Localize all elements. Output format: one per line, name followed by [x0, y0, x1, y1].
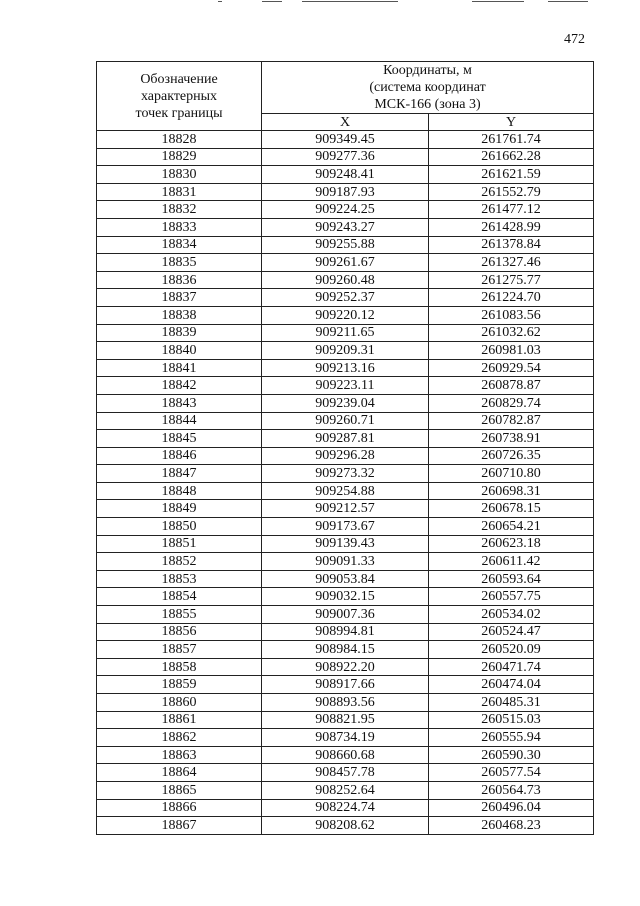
table-row — [97, 289, 594, 307]
x-coordinate-cell: 908734.19 — [262, 729, 429, 747]
y-column-header: Y — [429, 114, 594, 131]
table-row — [97, 694, 594, 712]
point-id-cell: 18845 — [97, 430, 262, 448]
table-row — [97, 500, 594, 518]
x-coordinate-cell: 908660.68 — [262, 746, 429, 764]
y-coordinate-cell: 260496.04 — [429, 799, 594, 817]
table-row — [97, 518, 594, 536]
table-row — [97, 271, 594, 289]
y-coordinate-cell: 260471.74 — [429, 658, 594, 676]
y-coordinate-cell: 260710.80 — [429, 465, 594, 483]
x-coordinate-cell: 908922.20 — [262, 658, 429, 676]
table-row — [97, 711, 594, 729]
y-coordinate-cell: 260698.31 — [429, 482, 594, 500]
x-coordinate-cell: 908457.78 — [262, 764, 429, 782]
point-id-cell: 18837 — [97, 289, 262, 307]
page-number: 472 — [564, 32, 585, 47]
table-row — [97, 570, 594, 588]
x-coordinate-cell: 908984.15 — [262, 641, 429, 659]
y-coordinate-cell: 260515.03 — [429, 711, 594, 729]
y-coordinate-cell: 260738.91 — [429, 430, 594, 448]
table-row — [97, 764, 594, 782]
table-row — [97, 166, 594, 184]
x-coordinate-cell: 909212.57 — [262, 500, 429, 518]
table-row — [97, 447, 594, 465]
point-id-cell: 18864 — [97, 764, 262, 782]
y-coordinate-cell: 260611.42 — [429, 553, 594, 571]
table-row — [97, 799, 594, 817]
y-coordinate-cell: 260878.87 — [429, 377, 594, 395]
table-row — [97, 553, 594, 571]
y-coordinate-cell: 260590.30 — [429, 746, 594, 764]
x-coordinate-cell: 909032.15 — [262, 588, 429, 606]
y-coordinate-cell: 261552.79 — [429, 183, 594, 201]
y-coordinate-cell: 260520.09 — [429, 641, 594, 659]
table-row — [97, 535, 594, 553]
coordinates-header-line-3: МСК-166 (зона 3) — [374, 97, 481, 112]
table-row — [97, 201, 594, 219]
x-coordinate-cell: 909273.32 — [262, 465, 429, 483]
point-id-cell: 18855 — [97, 606, 262, 624]
x-coordinate-cell: 908917.66 — [262, 676, 429, 694]
y-coordinate-cell: 261428.99 — [429, 218, 594, 236]
table-header — [97, 62, 594, 131]
point-id-cell: 18829 — [97, 148, 262, 166]
x-coordinate-cell: 909053.84 — [262, 570, 429, 588]
point-id-cell: 18840 — [97, 342, 262, 360]
point-id-cell: 18852 — [97, 553, 262, 571]
x-coordinate-cell: 909260.71 — [262, 412, 429, 430]
point-id-cell: 18858 — [97, 658, 262, 676]
x-coordinate-cell: 909139.43 — [262, 535, 429, 553]
x-coordinate-cell: 909220.12 — [262, 306, 429, 324]
x-coordinate-cell: 908208.62 — [262, 817, 429, 835]
point-id-cell: 18859 — [97, 676, 262, 694]
y-coordinate-cell: 261761.74 — [429, 131, 594, 149]
point-id-cell: 18832 — [97, 201, 262, 219]
table-body — [97, 131, 594, 835]
point-id-cell: 18830 — [97, 166, 262, 184]
x-coordinate-cell: 909277.36 — [262, 148, 429, 166]
table-row — [97, 131, 594, 149]
table-row — [97, 430, 594, 448]
y-coordinate-cell: 260524.47 — [429, 623, 594, 641]
y-coordinate-cell: 261327.46 — [429, 254, 594, 272]
y-coordinate-cell: 260829.74 — [429, 394, 594, 412]
table-row — [97, 218, 594, 236]
x-coordinate-cell: 909349.45 — [262, 131, 429, 149]
point-id-cell: 18842 — [97, 377, 262, 395]
x-coordinate-cell: 909261.67 — [262, 254, 429, 272]
point-id-cell: 18831 — [97, 183, 262, 201]
x-coordinate-cell: 909255.88 — [262, 236, 429, 254]
table-row — [97, 676, 594, 694]
y-coordinate-cell: 260654.21 — [429, 518, 594, 536]
table-row — [97, 482, 594, 500]
y-coordinate-cell: 261275.77 — [429, 271, 594, 289]
x-coordinate-cell: 909296.28 — [262, 447, 429, 465]
table-row — [97, 306, 594, 324]
point-id-cell: 18860 — [97, 694, 262, 712]
point-id-cell: 18854 — [97, 588, 262, 606]
point-id-cell: 18841 — [97, 359, 262, 377]
y-coordinate-cell: 261621.59 — [429, 166, 594, 184]
table-row — [97, 359, 594, 377]
scan-artifact-marks — [0, 0, 640, 4]
x-coordinate-cell: 909252.37 — [262, 289, 429, 307]
x-coordinate-cell: 908893.56 — [262, 694, 429, 712]
point-id-cell: 18863 — [97, 746, 262, 764]
x-coordinate-cell: 909254.88 — [262, 482, 429, 500]
points-column-header — [97, 62, 262, 131]
point-id-cell: 18843 — [97, 394, 262, 412]
point-id-cell: 18834 — [97, 236, 262, 254]
table-row — [97, 394, 594, 412]
x-coordinate-cell: 908821.95 — [262, 711, 429, 729]
table-row — [97, 781, 594, 799]
y-coordinate-cell: 260678.15 — [429, 500, 594, 518]
points-header-line-3: точек границы — [135, 105, 223, 121]
point-id-cell: 18839 — [97, 324, 262, 342]
table-row — [97, 324, 594, 342]
point-id-cell: 18853 — [97, 570, 262, 588]
x-coordinate-cell: 909209.31 — [262, 342, 429, 360]
y-coordinate-cell: 260564.73 — [429, 781, 594, 799]
x-coordinate-cell: 908224.74 — [262, 799, 429, 817]
y-coordinate-cell: 260593.64 — [429, 570, 594, 588]
coordinates-header-line-2: (система координат — [369, 80, 486, 95]
point-id-cell: 18847 — [97, 465, 262, 483]
y-coordinate-cell: 261477.12 — [429, 201, 594, 219]
y-coordinate-cell: 260474.04 — [429, 676, 594, 694]
point-id-cell: 18836 — [97, 271, 262, 289]
x-coordinate-cell: 909224.25 — [262, 201, 429, 219]
y-coordinate-cell: 261662.28 — [429, 148, 594, 166]
point-id-cell: 18846 — [97, 447, 262, 465]
y-coordinate-cell: 260485.31 — [429, 694, 594, 712]
y-coordinate-cell: 260534.02 — [429, 606, 594, 624]
point-id-cell: 18867 — [97, 817, 262, 835]
y-coordinate-cell: 261083.56 — [429, 306, 594, 324]
y-coordinate-cell: 261378.84 — [429, 236, 594, 254]
x-coordinate-cell: 909187.93 — [262, 183, 429, 201]
y-coordinate-cell: 260468.23 — [429, 817, 594, 835]
table-row — [97, 817, 594, 835]
table-row — [97, 377, 594, 395]
coordinates-header-line-1: Координаты, м — [383, 63, 472, 78]
point-id-cell: 18848 — [97, 482, 262, 500]
point-id-cell: 18862 — [97, 729, 262, 747]
table-row — [97, 183, 594, 201]
point-id-cell: 18838 — [97, 306, 262, 324]
points-header-line-1: Обозначение — [140, 71, 218, 87]
table-row — [97, 588, 594, 606]
x-coordinate-cell: 909248.41 — [262, 166, 429, 184]
y-coordinate-cell: 261224.70 — [429, 289, 594, 307]
point-id-cell: 18866 — [97, 799, 262, 817]
y-coordinate-cell: 260929.54 — [429, 359, 594, 377]
y-coordinate-cell: 261032.62 — [429, 324, 594, 342]
y-coordinate-cell: 260555.94 — [429, 729, 594, 747]
x-coordinate-cell: 909243.27 — [262, 218, 429, 236]
table-row — [97, 746, 594, 764]
x-coordinate-cell: 909260.48 — [262, 271, 429, 289]
point-id-cell: 18844 — [97, 412, 262, 430]
point-id-cell: 18857 — [97, 641, 262, 659]
y-coordinate-cell: 260577.54 — [429, 764, 594, 782]
table-row — [97, 606, 594, 624]
point-id-cell: 18835 — [97, 254, 262, 272]
y-coordinate-cell: 260557.75 — [429, 588, 594, 606]
table-row — [97, 623, 594, 641]
point-id-cell: 18828 — [97, 131, 262, 149]
boundary-coordinates-table — [96, 61, 594, 835]
point-id-cell: 18851 — [97, 535, 262, 553]
table-row — [97, 236, 594, 254]
table-row — [97, 641, 594, 659]
x-coordinate-cell: 909213.16 — [262, 359, 429, 377]
x-coordinate-cell: 909223.11 — [262, 377, 429, 395]
table-row — [97, 148, 594, 166]
table-row — [97, 658, 594, 676]
x-coordinate-cell: 909007.36 — [262, 606, 429, 624]
point-id-cell: 18856 — [97, 623, 262, 641]
point-id-cell: 18850 — [97, 518, 262, 536]
table-row — [97, 342, 594, 360]
point-id-cell: 18865 — [97, 781, 262, 799]
points-header-line-2: характерных — [140, 88, 218, 104]
x-coordinate-cell: 909287.81 — [262, 430, 429, 448]
y-coordinate-cell: 260782.87 — [429, 412, 594, 430]
table-row — [97, 254, 594, 272]
table-row — [97, 729, 594, 747]
y-coordinate-cell: 260981.03 — [429, 342, 594, 360]
x-coordinate-cell: 909173.67 — [262, 518, 429, 536]
coordinates-group-header — [262, 62, 594, 114]
x-coordinate-cell: 909211.65 — [262, 324, 429, 342]
x-column-header: X — [262, 114, 429, 131]
x-coordinate-cell: 908994.81 — [262, 623, 429, 641]
point-id-cell: 18861 — [97, 711, 262, 729]
y-coordinate-cell: 260623.18 — [429, 535, 594, 553]
table-row — [97, 412, 594, 430]
table-row — [97, 465, 594, 483]
y-coordinate-cell: 260726.35 — [429, 447, 594, 465]
x-coordinate-cell: 909239.04 — [262, 394, 429, 412]
x-coordinate-cell: 909091.33 — [262, 553, 429, 571]
point-id-cell: 18833 — [97, 218, 262, 236]
point-id-cell: 18849 — [97, 500, 262, 518]
x-coordinate-cell: 908252.64 — [262, 781, 429, 799]
